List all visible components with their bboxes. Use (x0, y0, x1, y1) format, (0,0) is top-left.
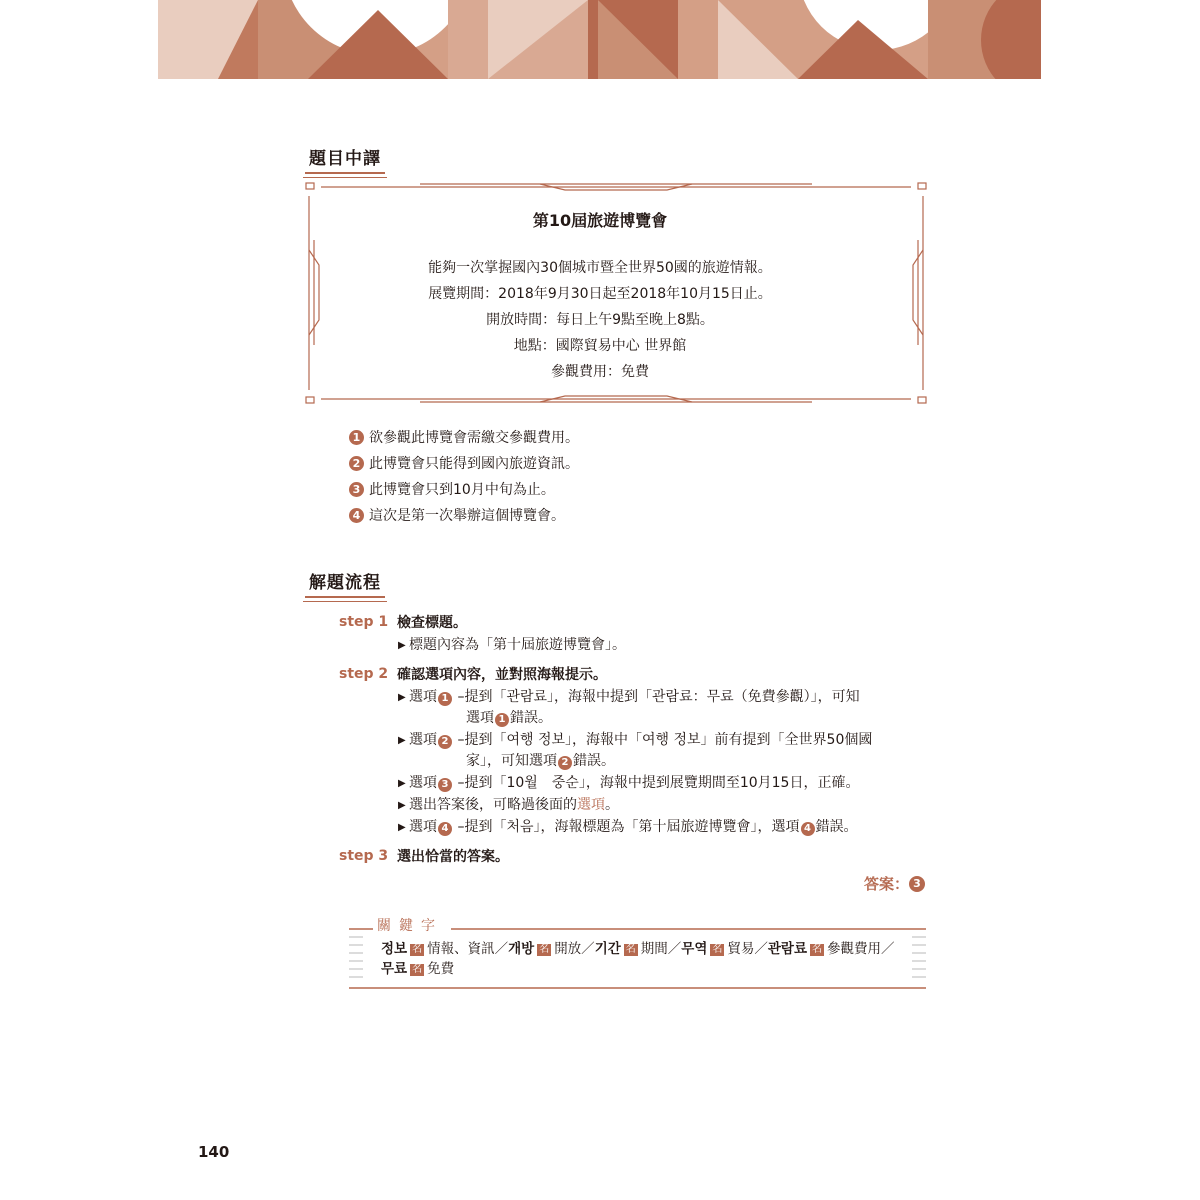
poster-title: 第10屆旅遊博覽會 (532, 211, 668, 230)
bullet-text: 錯誤。 (510, 710, 552, 726)
option-text: 這次是第一次舉辦這個博覽會。 (369, 508, 565, 524)
keyword-meaning: 免費 (427, 961, 455, 977)
option-text: 欲參觀此博覽會需繳交參觀費用。 (369, 430, 579, 446)
bullet-text: 選項 (409, 732, 437, 748)
keyword-list (381, 939, 901, 979)
noun-tag-badge: 名 (412, 964, 423, 975)
keyword-korean: 개방 (508, 941, 535, 957)
poster-body (0, 255, 1200, 385)
option-number-badge: 2 (438, 735, 452, 749)
option-item (349, 502, 579, 528)
keyword-box (349, 915, 926, 991)
triangle-bullet-icon: ▶ (398, 692, 406, 703)
keyword-meaning: 期間／ (640, 941, 682, 957)
section-title-solution: 解題流程 (305, 568, 385, 598)
answer-number-badge: 3 (909, 876, 925, 892)
option-item (349, 476, 579, 502)
poster-line: 展覽期間：2018年9月30日起至2018年10月15日止。 (428, 286, 772, 302)
keyword-meaning: 情報、資訊／ (427, 941, 509, 957)
bullet-text: 選項 (409, 689, 437, 705)
poster-line: 能夠一次掌握國內30個城市暨全世界50國的旅遊情報。 (428, 260, 772, 276)
answer (864, 873, 925, 894)
option-item (349, 450, 579, 476)
bullet-text: 選出答案後，可略過後面的 (409, 797, 577, 813)
bullet-text: –提到「관람료」，海報中提到「관람료：무료（免費參觀）」，可知 (453, 689, 860, 705)
keyword-korean: 정보 (381, 941, 408, 957)
keyword-box-label: 關鍵字 (377, 918, 443, 934)
bullet-text: –提到「여행 정보」，海報中「여행 정보」前有提到「全世界50個國 (453, 732, 873, 748)
option-number-badge: 3 (349, 482, 364, 497)
step-2 (339, 662, 919, 686)
step-label: step 2 (339, 666, 389, 682)
bullet-text: 家」，可知選項 (466, 753, 557, 769)
option-number-badge: 2 (558, 756, 572, 770)
page-number: 140 (198, 1143, 230, 1161)
keyword-korean: 무료 (381, 961, 408, 977)
step-heading: 選出恰當的答案。 (397, 849, 509, 865)
triangle-bullet-icon: ▶ (398, 778, 406, 789)
section-title-translation: 題目中譯 (305, 144, 385, 174)
keyword-meaning: 開放／ (554, 941, 595, 957)
step-bullet (398, 730, 919, 772)
keyword-meaning: 貿易／ (727, 941, 768, 957)
solution-steps (339, 606, 919, 868)
bullet-text: 。 (605, 797, 619, 813)
step-1 (339, 610, 919, 634)
triangle-bullet-icon: ▶ (398, 800, 406, 811)
step-heading: 確認選項內容，並對照海報提示。 (397, 667, 607, 683)
step-bullet (398, 635, 919, 656)
poster-line: 地點：國際貿易中心 世界館 (513, 338, 687, 354)
step-heading: 檢查標題。 (397, 615, 467, 631)
step-bullet (398, 817, 919, 838)
keyword-korean: 무역 (681, 941, 708, 957)
keyword-meaning: 參觀費用／ (827, 941, 895, 957)
step-3 (339, 844, 919, 868)
triangle-bullet-icon: ▶ (398, 822, 406, 833)
step-bullet (398, 687, 919, 729)
option-number-badge: 1 (349, 430, 364, 445)
step-bullet (398, 773, 919, 794)
option-number-badge: 1 (495, 713, 509, 727)
step-bullet (398, 795, 919, 816)
option-item (349, 424, 579, 450)
noun-tag-badge: 名 (812, 944, 822, 955)
triangle-bullet-icon: ▶ (398, 735, 406, 746)
bullet-text: 標題內容為「第十屆旅遊博覽會」。 (409, 637, 626, 653)
header-banner (158, 0, 1041, 79)
option-number-badge: 1 (438, 692, 452, 706)
bullet-text: –提到「10월 중순」，海報中提到展覽期間至10月15日，正確。 (453, 775, 860, 791)
option-list (349, 424, 579, 528)
option-number-badge: 4 (349, 508, 364, 523)
keyword-korean: 관람료 (767, 941, 807, 957)
poster-line: 參觀費用：免費 (551, 364, 649, 380)
noun-tag-badge: 名 (539, 944, 550, 955)
step-label: step 1 (339, 614, 389, 630)
bullet-text: 選項 (409, 819, 437, 835)
step-label: step 3 (339, 848, 389, 864)
option-number-badge: 3 (438, 778, 452, 792)
noun-tag-badge: 名 (712, 944, 723, 955)
bullet-text: –提到「처음」，海報標題為「第十屆旅遊博覽會」，選項 (453, 819, 800, 835)
noun-tag-badge: 名 (625, 944, 636, 955)
option-text: 此博覽會只能得到國內旅遊資訊。 (369, 456, 579, 472)
bullet-text: 錯誤。 (573, 753, 615, 769)
poster-line: 開放時間：每日上午9點至晚上8點。 (486, 312, 714, 328)
keyword-korean: 기간 (594, 941, 621, 957)
option-number-badge: 2 (349, 456, 364, 471)
highlighted-text: 選項 (577, 797, 605, 813)
option-number-badge: 4 (801, 822, 815, 836)
option-text: 此博覽會只到10月中旬為止。 (369, 482, 555, 498)
triangle-bullet-icon: ▶ (398, 640, 406, 651)
option-number-badge: 4 (438, 822, 452, 836)
banner-pattern (158, 0, 1041, 79)
bullet-text: 選項 (409, 775, 437, 791)
answer-label: 答案： (863, 875, 909, 893)
noun-tag-badge: 名 (412, 944, 423, 955)
bullet-text: 選項 (466, 710, 494, 726)
bullet-text: 錯誤。 (815, 819, 858, 835)
